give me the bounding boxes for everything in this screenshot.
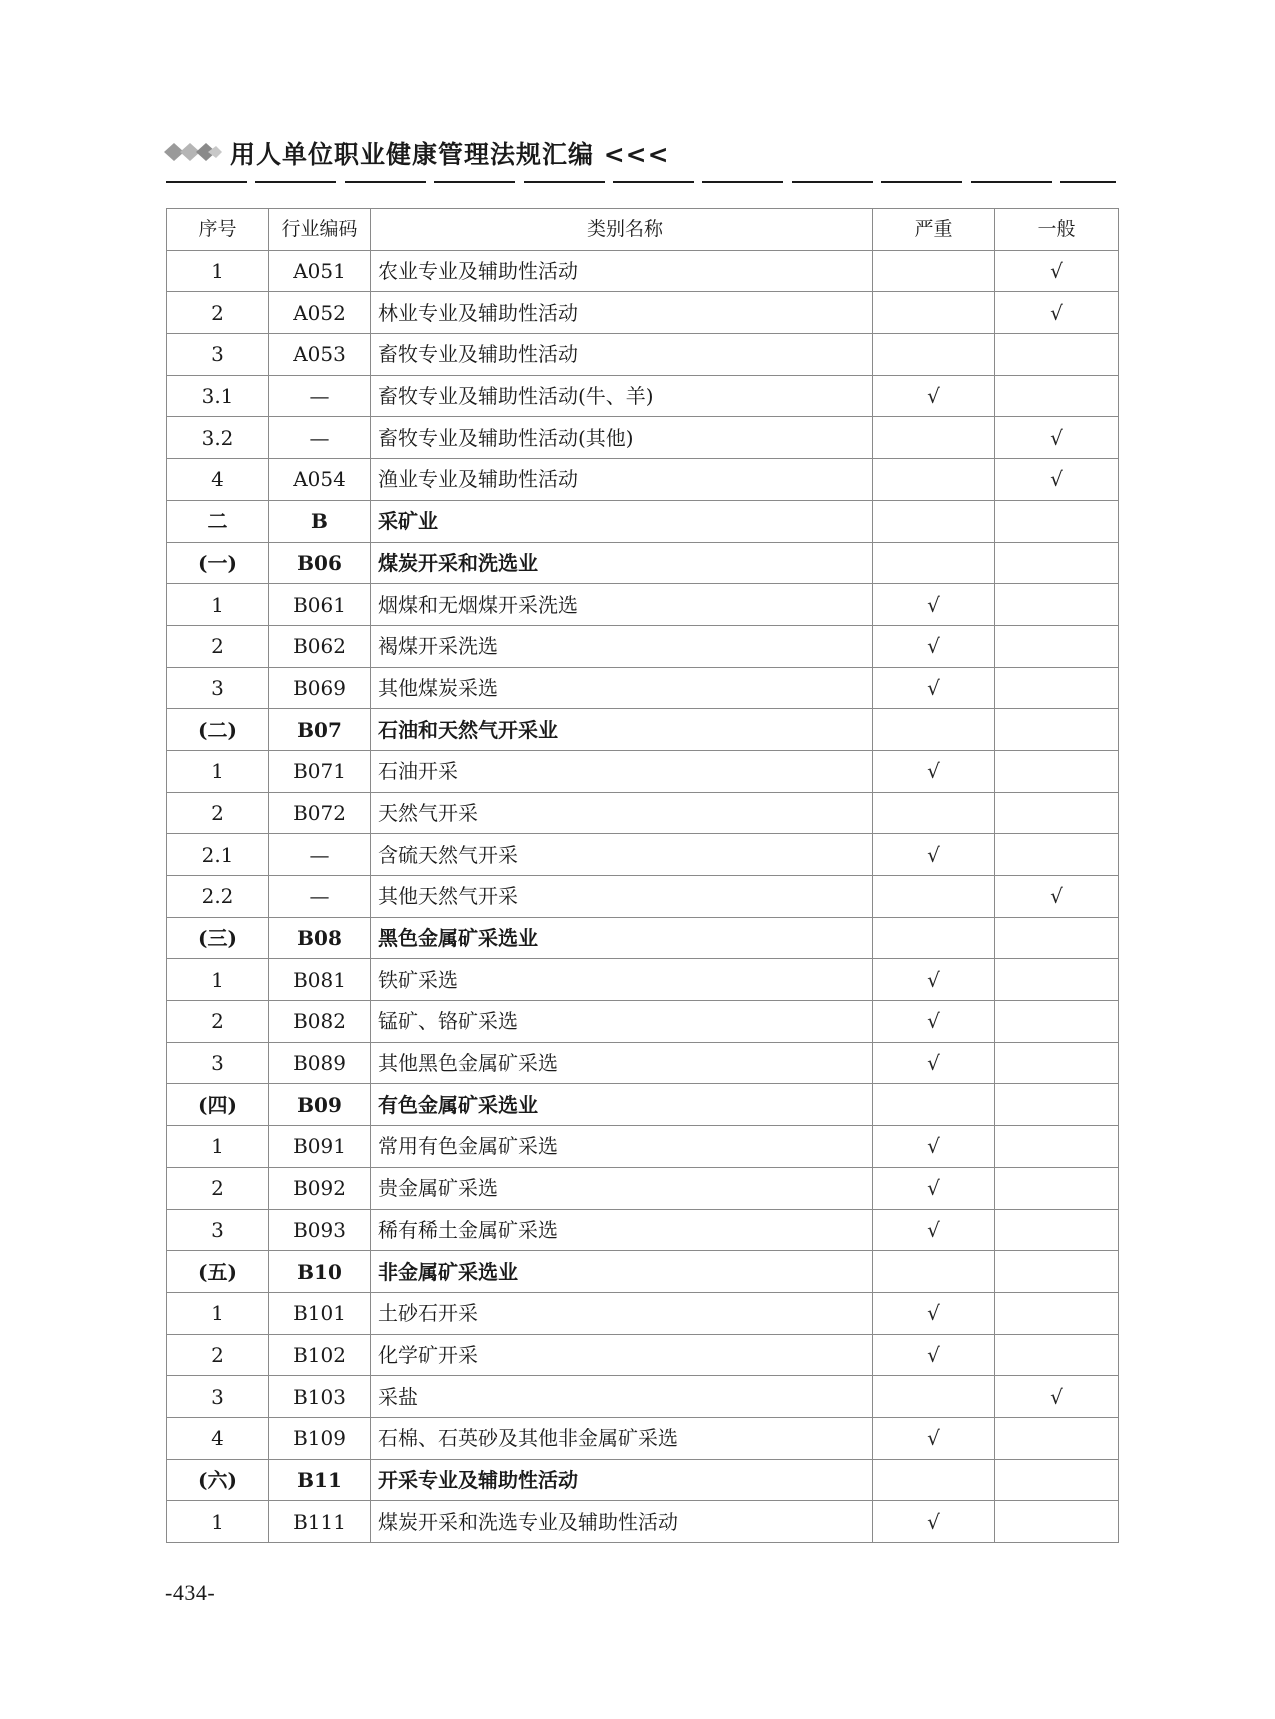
row-seq: (二) (167, 709, 269, 751)
row-name: 非金属矿采选业 (371, 1251, 873, 1293)
table-row (167, 250, 1119, 292)
row-general-check (995, 1209, 1119, 1251)
table-row (167, 1001, 1119, 1043)
row-seq: (一) (167, 542, 269, 584)
row-severe-check (873, 250, 995, 292)
row-severe-check (873, 459, 995, 501)
column-header-severe: 严重 (873, 209, 995, 251)
row-name: 渔业专业及辅助性活动 (371, 459, 873, 501)
table-row (167, 334, 1119, 376)
column-header-seq: 序号 (167, 209, 269, 251)
row-seq: 3 (167, 1209, 269, 1251)
row-severe-check (873, 1251, 995, 1293)
row-name: 畜牧专业及辅助性活动 (371, 334, 873, 376)
row-code: B072 (269, 792, 371, 834)
row-code: — (269, 375, 371, 417)
table-row (167, 417, 1119, 459)
row-severe-check (873, 292, 995, 334)
row-code: A051 (269, 250, 371, 292)
row-general-check: √ (995, 876, 1119, 918)
row-name: 其他天然气开采 (371, 876, 873, 918)
row-general-check (995, 1084, 1119, 1126)
table-row (167, 292, 1119, 334)
row-general-check (995, 500, 1119, 542)
row-seq: 3.2 (167, 417, 269, 459)
table-row (167, 834, 1119, 876)
table-row (167, 1209, 1119, 1251)
row-severe-check: √ (873, 1042, 995, 1084)
table-row (167, 1334, 1119, 1376)
row-code: B101 (269, 1292, 371, 1334)
row-name: 常用有色金属矿采选 (371, 1126, 873, 1168)
row-severe-check (873, 334, 995, 376)
row-code: B082 (269, 1001, 371, 1043)
row-code: B093 (269, 1209, 371, 1251)
row-seq: (三) (167, 917, 269, 959)
table-row (167, 1251, 1119, 1293)
row-seq: 4 (167, 459, 269, 501)
row-general-check (995, 750, 1119, 792)
table-row (167, 625, 1119, 667)
row-code: B06 (269, 542, 371, 584)
row-general-check (995, 834, 1119, 876)
row-severe-check: √ (873, 750, 995, 792)
table-row (167, 709, 1119, 751)
row-name: 锰矿、铬矿采选 (371, 1001, 873, 1043)
table-row (167, 667, 1119, 709)
row-name: 黑色金属矿采选业 (371, 917, 873, 959)
row-general-check: √ (995, 459, 1119, 501)
row-name: 煤炭开采和洗选专业及辅助性活动 (371, 1501, 873, 1543)
row-code: A053 (269, 334, 371, 376)
row-name: 石油和天然气开采业 (371, 709, 873, 751)
row-severe-check (873, 1376, 995, 1418)
row-severe-check (873, 1459, 995, 1501)
row-seq: 2 (167, 792, 269, 834)
row-general-check: √ (995, 1376, 1119, 1418)
row-code: B109 (269, 1417, 371, 1459)
row-severe-check (873, 542, 995, 584)
row-code: A054 (269, 459, 371, 501)
row-seq: 3 (167, 1376, 269, 1418)
row-seq: 2 (167, 625, 269, 667)
row-seq: 1 (167, 750, 269, 792)
row-general-check (995, 959, 1119, 1001)
row-general-check (995, 625, 1119, 667)
row-seq: 2.1 (167, 834, 269, 876)
row-name: 其他煤炭采选 (371, 667, 873, 709)
row-general-check: √ (995, 292, 1119, 334)
row-general-check (995, 542, 1119, 584)
row-severe-check (873, 417, 995, 459)
row-general-check (995, 917, 1119, 959)
row-general-check (995, 792, 1119, 834)
row-severe-check: √ (873, 834, 995, 876)
row-severe-check: √ (873, 1167, 995, 1209)
row-general-check (995, 334, 1119, 376)
row-code: B10 (269, 1251, 371, 1293)
row-name: 畜牧专业及辅助性活动(牛、羊) (371, 375, 873, 417)
row-name: 含硫天然气开采 (371, 834, 873, 876)
row-severe-check: √ (873, 375, 995, 417)
row-name: 贵金属矿采选 (371, 1167, 873, 1209)
table-row (167, 1042, 1119, 1084)
row-code: — (269, 876, 371, 918)
row-seq: 二 (167, 500, 269, 542)
row-general-check (995, 1042, 1119, 1084)
row-severe-check (873, 792, 995, 834)
row-seq: (四) (167, 1084, 269, 1126)
column-header-name: 类别名称 (371, 209, 873, 251)
row-name: 烟煤和无烟煤开采洗选 (371, 584, 873, 626)
row-code: B102 (269, 1334, 371, 1376)
row-code: B07 (269, 709, 371, 751)
row-seq: 1 (167, 959, 269, 1001)
row-code: B061 (269, 584, 371, 626)
row-seq: 4 (167, 1417, 269, 1459)
page-number: -434- (165, 1580, 216, 1605)
row-name: 煤炭开采和洗选业 (371, 542, 873, 584)
row-severe-check: √ (873, 667, 995, 709)
row-name: 铁矿采选 (371, 959, 873, 1001)
table-row (167, 1459, 1119, 1501)
row-code: B11 (269, 1459, 371, 1501)
row-name: 土砂石开采 (371, 1292, 873, 1334)
row-code: B111 (269, 1501, 371, 1543)
table-row (167, 876, 1119, 918)
column-header-general: 一般 (995, 209, 1119, 251)
row-severe-check: √ (873, 1501, 995, 1543)
row-code: B09 (269, 1084, 371, 1126)
row-name: 天然气开采 (371, 792, 873, 834)
row-general-check (995, 1001, 1119, 1043)
row-name: 褐煤开采洗选 (371, 625, 873, 667)
table-row (167, 959, 1119, 1001)
row-severe-check (873, 1084, 995, 1126)
table-row (167, 1417, 1119, 1459)
row-severe-check: √ (873, 1126, 995, 1168)
table-row (167, 375, 1119, 417)
table-row (167, 792, 1119, 834)
industry-classification-table (166, 208, 1119, 1543)
row-seq: 1 (167, 1501, 269, 1543)
table-row (167, 1084, 1119, 1126)
row-general-check (995, 667, 1119, 709)
row-seq: 3 (167, 667, 269, 709)
row-seq: 2 (167, 1334, 269, 1376)
row-code: — (269, 417, 371, 459)
row-code: B071 (269, 750, 371, 792)
row-code: — (269, 834, 371, 876)
page-header (162, 138, 1122, 172)
book-title: 用人单位职业健康管理法规汇编 <<< (230, 140, 670, 169)
row-severe-check: √ (873, 1209, 995, 1251)
header-dashed-rule (166, 181, 1116, 184)
row-general-check (995, 1292, 1119, 1334)
row-severe-check: √ (873, 959, 995, 1001)
table-row (167, 1292, 1119, 1334)
row-seq: (六) (167, 1459, 269, 1501)
row-general-check (995, 1501, 1119, 1543)
row-severe-check: √ (873, 1001, 995, 1043)
table-row (167, 917, 1119, 959)
row-code: B08 (269, 917, 371, 959)
row-general-check (995, 1334, 1119, 1376)
row-code: B091 (269, 1126, 371, 1168)
table-row (167, 1376, 1119, 1418)
row-code: B089 (269, 1042, 371, 1084)
row-severe-check (873, 500, 995, 542)
row-general-check (995, 1459, 1119, 1501)
table-header-row (167, 209, 1119, 251)
row-name: 石棉、石英砂及其他非金属矿采选 (371, 1417, 873, 1459)
row-name: 采矿业 (371, 500, 873, 542)
row-name: 化学矿开采 (371, 1334, 873, 1376)
row-general-check (995, 375, 1119, 417)
row-name: 其他黑色金属矿采选 (371, 1042, 873, 1084)
row-general-check (995, 1167, 1119, 1209)
row-severe-check: √ (873, 1334, 995, 1376)
table-row (167, 1501, 1119, 1543)
row-severe-check: √ (873, 1417, 995, 1459)
row-general-check (995, 1126, 1119, 1168)
row-code: A052 (269, 292, 371, 334)
table-row (167, 584, 1119, 626)
column-header-code: 行业编码 (269, 209, 371, 251)
row-code: B069 (269, 667, 371, 709)
row-seq: 2 (167, 1001, 269, 1043)
row-name: 石油开采 (371, 750, 873, 792)
row-seq: 1 (167, 584, 269, 626)
row-severe-check: √ (873, 625, 995, 667)
row-code: B081 (269, 959, 371, 1001)
row-code: B062 (269, 625, 371, 667)
table-row (167, 542, 1119, 584)
row-code: B103 (269, 1376, 371, 1418)
row-seq: 2 (167, 292, 269, 334)
row-name: 开采专业及辅助性活动 (371, 1459, 873, 1501)
row-seq: 2 (167, 1167, 269, 1209)
row-seq: 2.2 (167, 876, 269, 918)
row-seq: 1 (167, 250, 269, 292)
row-severe-check: √ (873, 584, 995, 626)
table-row (167, 1126, 1119, 1168)
row-name: 林业专业及辅助性活动 (371, 292, 873, 334)
row-severe-check: √ (873, 1292, 995, 1334)
table-row (167, 750, 1119, 792)
table-row (167, 1167, 1119, 1209)
row-seq: 3 (167, 1042, 269, 1084)
row-name: 农业专业及辅助性活动 (371, 250, 873, 292)
row-code: B (269, 500, 371, 542)
row-seq: 1 (167, 1292, 269, 1334)
row-general-check (995, 709, 1119, 751)
row-general-check (995, 1251, 1119, 1293)
row-code: B092 (269, 1167, 371, 1209)
row-seq: 1 (167, 1126, 269, 1168)
table-row (167, 459, 1119, 501)
row-name: 畜牧专业及辅助性活动(其他) (371, 417, 873, 459)
table-row (167, 500, 1119, 542)
row-general-check: √ (995, 417, 1119, 459)
row-name: 有色金属矿采选业 (371, 1084, 873, 1126)
row-seq: 3.1 (167, 375, 269, 417)
row-name: 采盐 (371, 1376, 873, 1418)
row-general-check (995, 584, 1119, 626)
row-severe-check (873, 876, 995, 918)
row-name: 稀有稀土金属矿采选 (371, 1209, 873, 1251)
row-severe-check (873, 709, 995, 751)
row-general-check: √ (995, 250, 1119, 292)
row-severe-check (873, 917, 995, 959)
row-seq: (五) (167, 1251, 269, 1293)
diamond-logo-icon (162, 140, 224, 164)
row-general-check (995, 1417, 1119, 1459)
row-seq: 3 (167, 334, 269, 376)
